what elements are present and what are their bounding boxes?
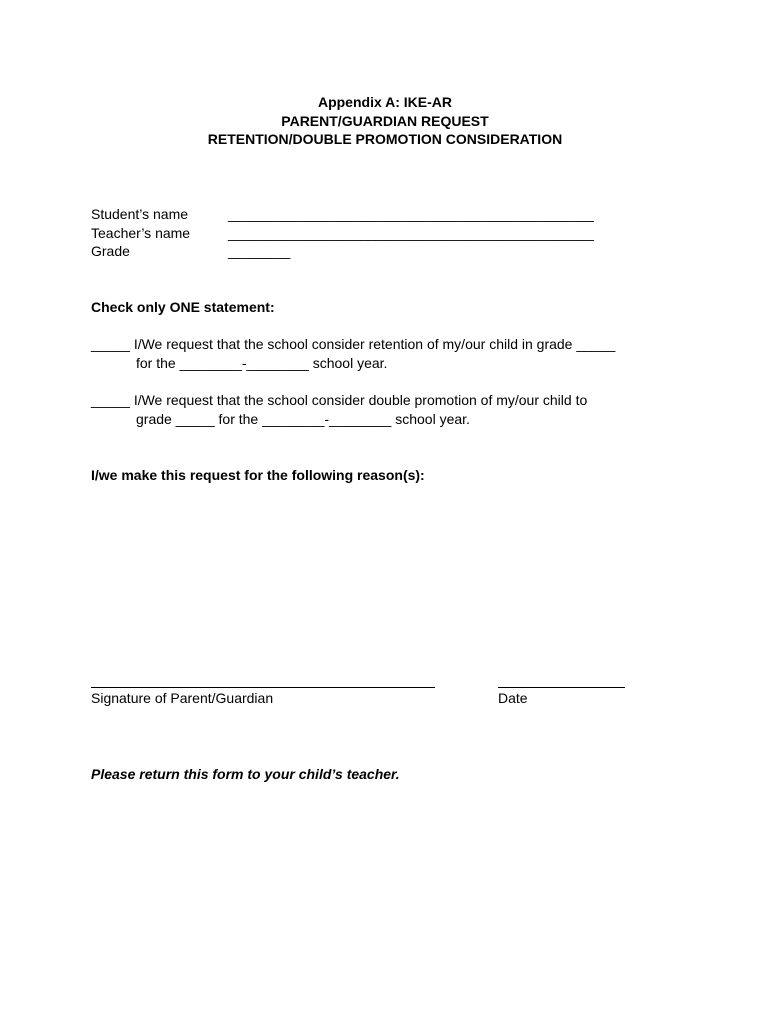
date-line[interactable] (498, 687, 625, 688)
appendix-title: Appendix A: IKE-AR (317, 94, 453, 110)
retention-statement-line2: for the ________-________ school year. (136, 354, 388, 371)
double-promotion-statement[interactable] (91, 391, 691, 428)
teacher-name-row (91, 224, 631, 243)
teacher-name-field[interactable]: _______________________________________________ (228, 224, 594, 241)
student-info-fields (91, 205, 631, 261)
form-title: PARENT/GUARDIAN REQUEST (281, 112, 489, 129)
double-promotion-statement-line1: _____ I/We request that the school consider double promotion of my/our child to (91, 392, 588, 408)
double-promotion-statement-line2: grade _____ for the ________-________ school year. (136, 410, 470, 427)
student-name-field[interactable]: _______________________________________________ (228, 206, 594, 222)
grade-label: Grade (91, 243, 130, 259)
student-name-row (91, 205, 631, 224)
signature-line[interactable] (91, 687, 435, 688)
reason-heading: I/we make this request for the following reason(s): (91, 467, 425, 483)
form-header (0, 93, 770, 149)
date-label: Date (498, 690, 528, 706)
signature-area (91, 671, 651, 711)
grade-field[interactable]: ________ (228, 243, 291, 259)
return-form-note: Please return this form to your child’s teacher. (91, 766, 400, 782)
retention-statement[interactable] (91, 335, 691, 372)
signature-label: Signature of Parent/Guardian (91, 690, 274, 706)
student-name-label: Student’s name (91, 206, 189, 222)
grade-row (91, 242, 631, 261)
teacher-name-label: Teacher’s name (91, 224, 191, 241)
check-one-heading: Check only ONE statement: (91, 299, 275, 315)
retention-statement-line1: _____ I/We request that the school consider retention of my/our child in grade _____ (91, 336, 616, 352)
form-subtitle: RETENTION/DOUBLE PROMOTION CONSIDERATION (207, 131, 563, 147)
